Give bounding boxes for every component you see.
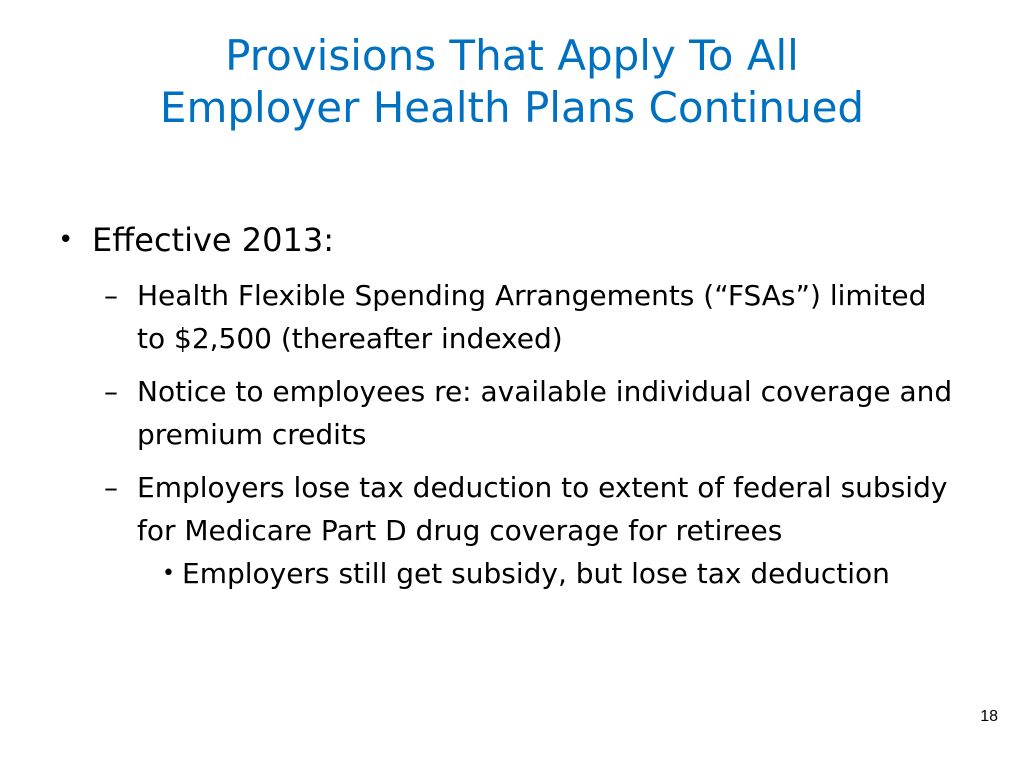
page-number: 18 [980, 708, 998, 725]
sub-bullet-tax-deduction [58, 466, 958, 552]
sub-bullet-text: Notice to employees re: available individual coverage and premium credits [137, 375, 953, 451]
sub-bullet-fsa-limit [58, 274, 958, 360]
sub-sub-bullet-text: Employers still get subsidy, but lose tax deduction [182, 557, 890, 590]
sub-bullet-text: Health Flexible Spending Arrangements (“FSAs”) limited to $2,500 (thereafter indexed) [137, 279, 927, 355]
title-line-2: Employer Health Plans Continued [159, 83, 865, 132]
sub-sub-bullet-subsidy [58, 552, 958, 595]
bullet-text: Effective 2013: [92, 221, 334, 259]
bullet-effective-2013 [58, 218, 958, 262]
bullet-icon: • [162, 561, 175, 586]
sub-bullet-notice-to-employees [58, 370, 958, 456]
slide-body [58, 218, 958, 595]
dash-icon: – [104, 471, 118, 504]
bullet-icon: • [58, 225, 74, 255]
dash-icon: – [104, 279, 118, 312]
title-line-1: Provisions That Apply To All [225, 31, 799, 80]
slide-title [60, 30, 964, 134]
dash-icon: – [104, 375, 118, 408]
sub-bullet-text: Employers lose tax deduction to extent of federal subsidy for Medicare Part D drug coverage for retirees [137, 471, 948, 547]
